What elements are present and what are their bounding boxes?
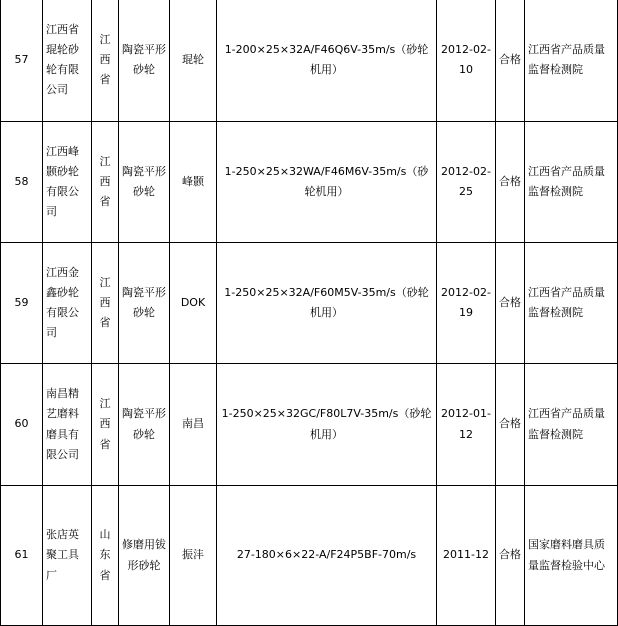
inspection-result: 合格 xyxy=(496,122,525,243)
table-row xyxy=(1,122,618,243)
inspection-result: 合格 xyxy=(496,486,525,626)
inspection-agency: 江西省产品质量监督检测院 xyxy=(525,364,618,486)
company-name: 江西金鑫砂轮有限公司 xyxy=(43,243,92,364)
province: 江西省 xyxy=(92,364,119,486)
province: 江西省 xyxy=(92,0,119,122)
province: 山东省 xyxy=(92,486,119,626)
specification: 27-180×6×22-A/F24P5BF-70m/s xyxy=(217,486,437,626)
brand: 南昌 xyxy=(170,364,217,486)
brand: 振沣 xyxy=(170,486,217,626)
row-number: 58 xyxy=(1,122,43,243)
specification: 1-200×25×32A/F46Q6V-35m/s（砂轮机用） xyxy=(217,0,437,122)
inspection-result: 合格 xyxy=(496,364,525,486)
table-row xyxy=(1,243,618,364)
product-name: 修磨用钹形砂轮 xyxy=(119,486,170,626)
row-number: 61 xyxy=(1,486,43,626)
row-number: 57 xyxy=(1,0,43,122)
table-row xyxy=(1,364,618,486)
production-date: 2012-01-12 xyxy=(437,364,496,486)
inspection-agency: 江西省产品质量监督检测院 xyxy=(525,0,618,122)
company-name: 江西省琨轮砂轮有限公司 xyxy=(43,0,92,122)
production-date: 2012-02-25 xyxy=(437,122,496,243)
production-date: 2012-02-10 xyxy=(437,0,496,122)
production-date: 2011-12 xyxy=(437,486,496,626)
production-date: 2012-02-19 xyxy=(437,243,496,364)
inspection-result: 合格 xyxy=(496,243,525,364)
table-row xyxy=(1,0,618,122)
table-row xyxy=(1,486,618,626)
province: 江西省 xyxy=(92,243,119,364)
specification: 1-250×25×32GC/F80L7V-35m/s（砂轮机用） xyxy=(217,364,437,486)
inspection-result: 合格 xyxy=(496,0,525,122)
brand: DOK xyxy=(170,243,217,364)
product-name: 陶瓷平形砂轮 xyxy=(119,0,170,122)
specification: 1-250×25×32A/F60M5V-35m/s（砂轮机用） xyxy=(217,243,437,364)
company-name: 张店英聚工具厂 xyxy=(43,486,92,626)
product-name: 陶瓷平形砂轮 xyxy=(119,243,170,364)
inspection-agency: 江西省产品质量监督检测院 xyxy=(525,243,618,364)
company-name: 江西峰颢砂轮有限公司 xyxy=(43,122,92,243)
brand: 峰颢 xyxy=(170,122,217,243)
row-number: 59 xyxy=(1,243,43,364)
product-name: 陶瓷平形砂轮 xyxy=(119,364,170,486)
inspection-agency: 国家磨料磨具质量监督检验中心 xyxy=(525,486,618,626)
brand: 琨轮 xyxy=(170,0,217,122)
company-name: 南昌精艺磨料磨具有限公司 xyxy=(43,364,92,486)
inspection-agency: 江西省产品质量监督检测院 xyxy=(525,122,618,243)
province: 江西省 xyxy=(92,122,119,243)
specification: 1-250×25×32WA/F46M6V-35m/s（砂轮机用） xyxy=(217,122,437,243)
row-number: 60 xyxy=(1,364,43,486)
product-name: 陶瓷平形砂轮 xyxy=(119,122,170,243)
